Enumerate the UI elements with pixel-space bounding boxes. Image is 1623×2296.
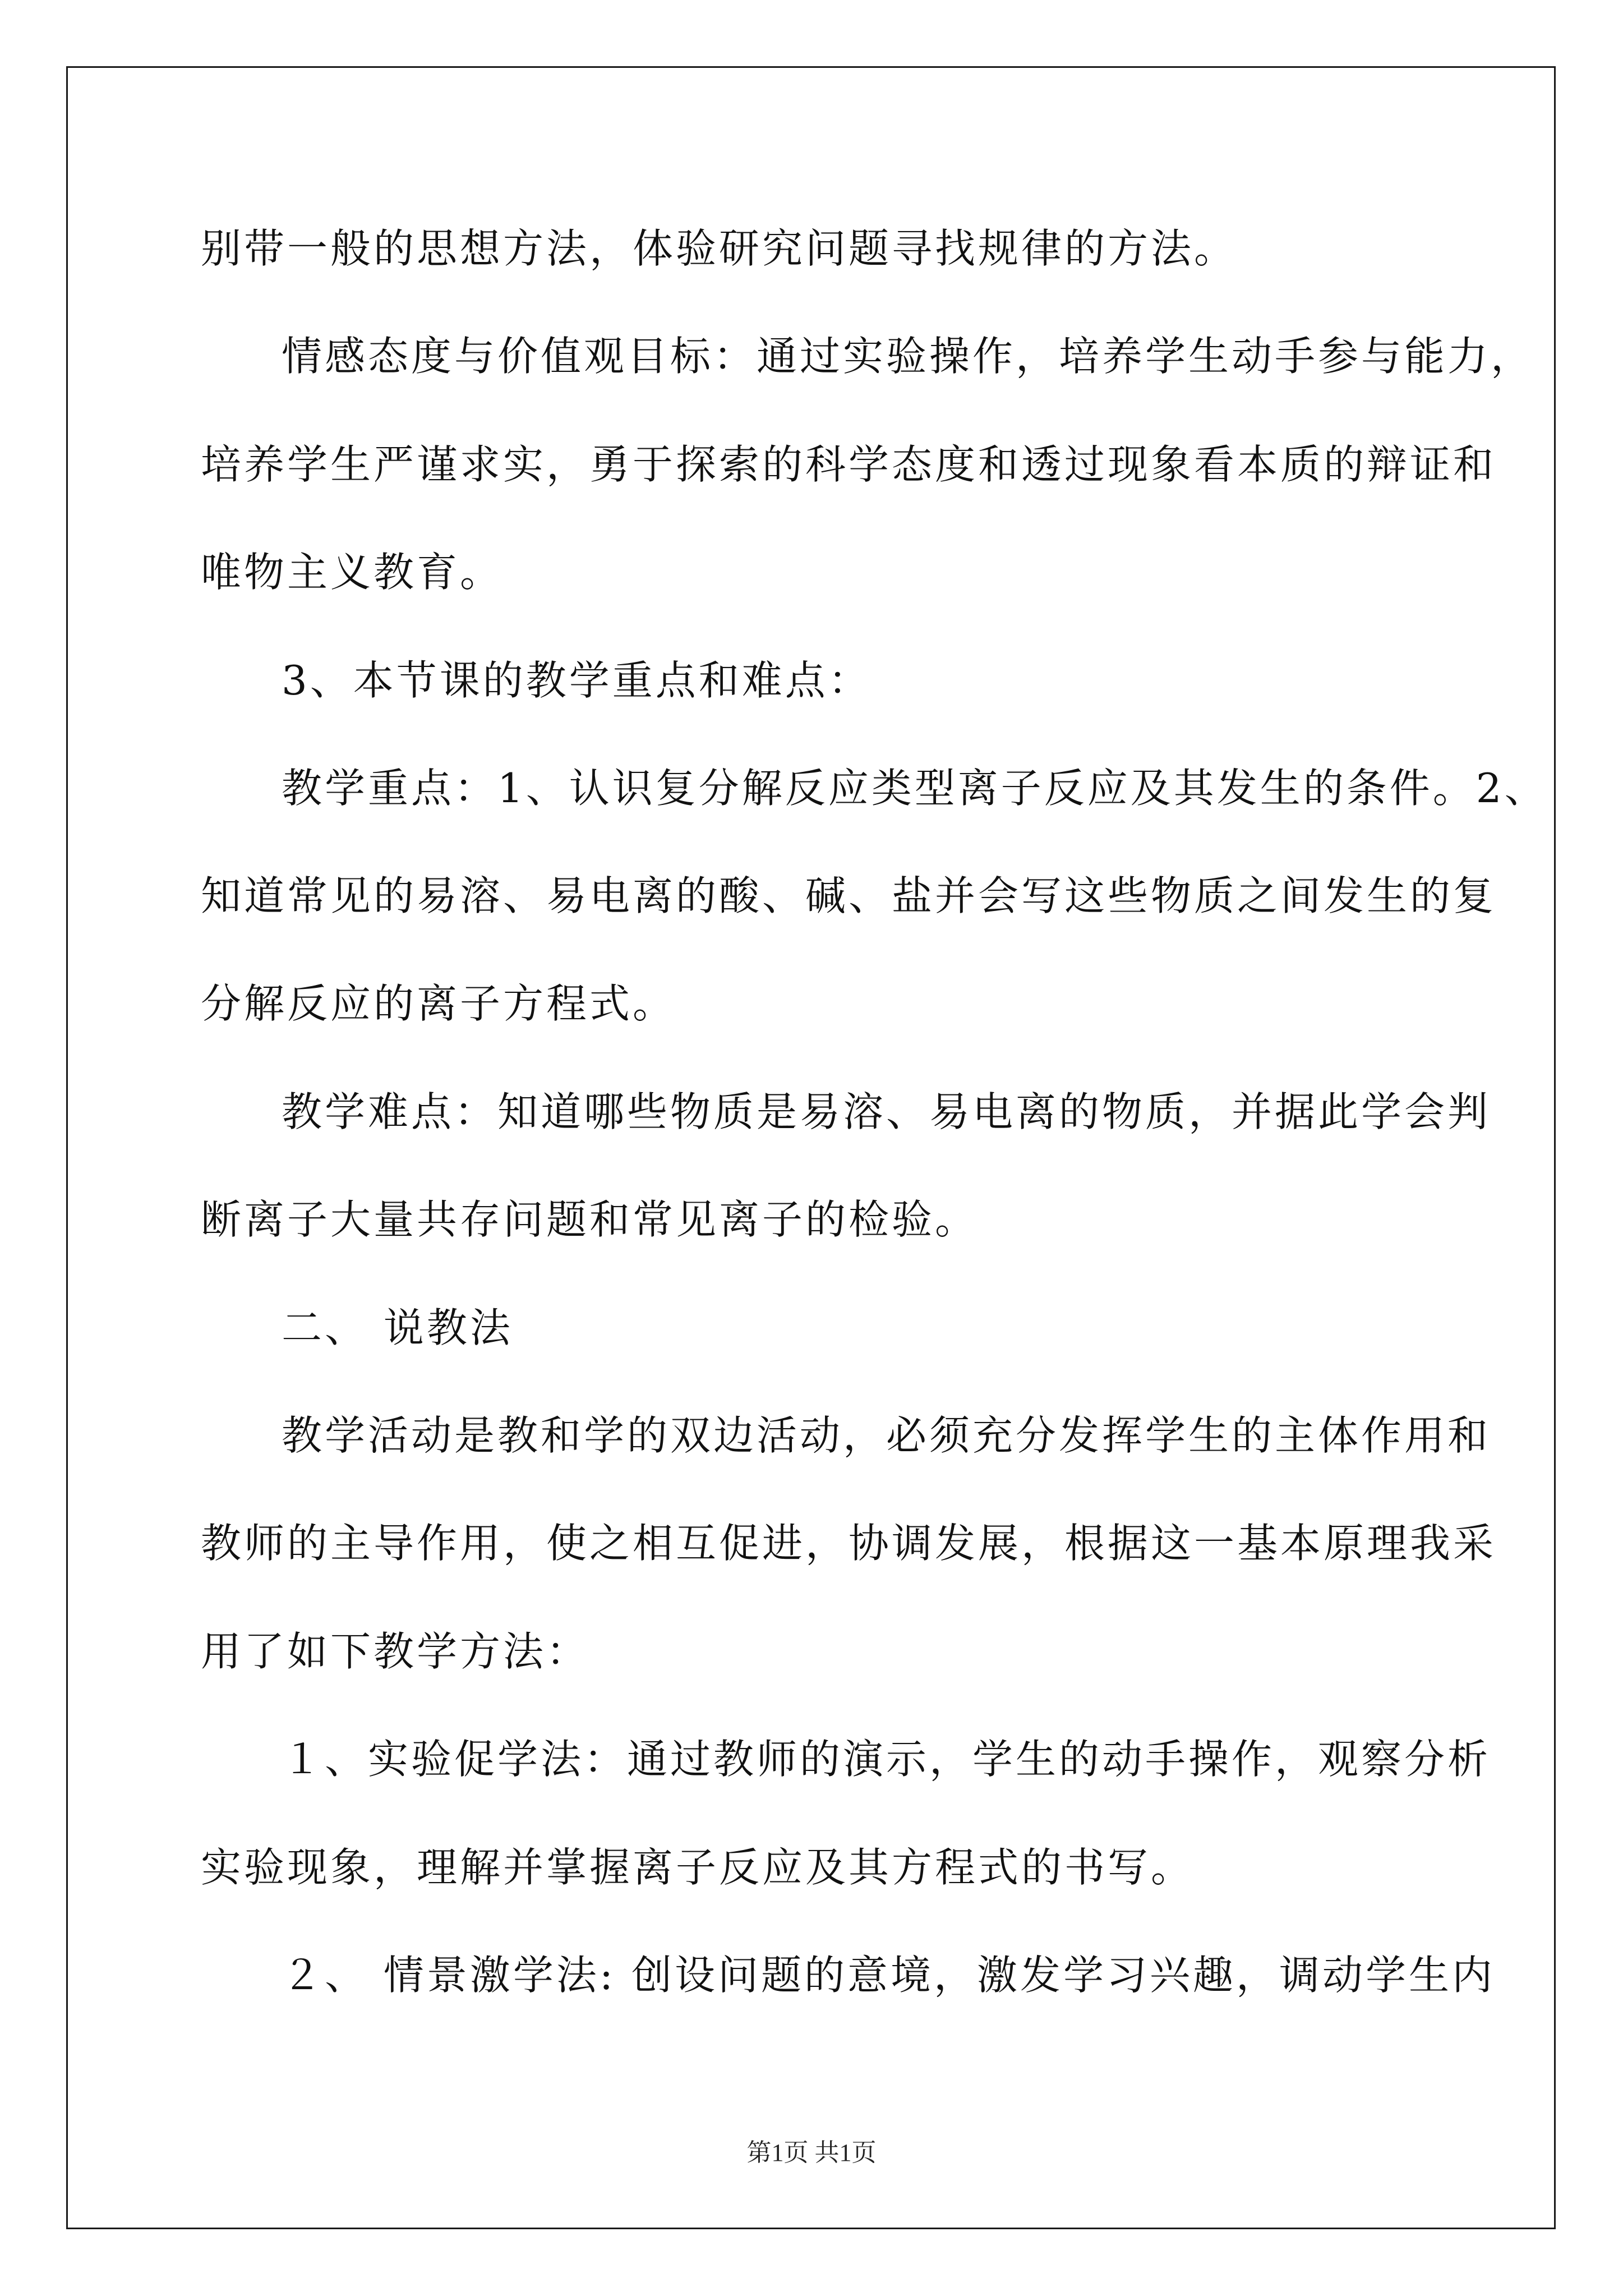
section-heading-teaching-method: 二、 说教法	[282, 1304, 513, 1351]
list-item-2: ２、 情景激学法: 创设问题的意境，激发学习兴趣，调动学生内	[282, 1952, 1496, 1999]
body-line-6: 教学重点：1、认识复分解反应类型离子反应及其发生的条件。2、	[282, 765, 1548, 812]
page-border	[66, 66, 1556, 2229]
body-line-7: 知道常见的易溶、易电离的酸、碱、盐并会写这些物质之间发生的复	[201, 872, 1497, 919]
body-line-9: 教学难点：知道哪些物质是易溶、易电离的物质，并据此学会判	[282, 1088, 1491, 1135]
body-line-2: 情感态度与价值观目标：通过实验操作，培养学生动手参与能力，	[282, 333, 1534, 380]
body-line-1: 别带一般的思想方法，体验研究问题寻找规律的方法。	[201, 225, 1238, 272]
body-line-16: 实验现象，理解并掌握离子反应及其方程式的书写。	[201, 1844, 1195, 1891]
list-item-1: １、实验促学法：通过教师的演示，学生的动手操作，观察分析	[282, 1736, 1491, 1783]
body-line-14: 用了如下教学方法：	[201, 1628, 590, 1675]
page-footer: 第1页 共1页	[746, 2139, 877, 2166]
body-line-10: 断离子大量共存问题和常见离子的检验。	[201, 1196, 979, 1243]
body-line-4: 唯物主义教育。	[201, 549, 504, 596]
body-line-13: 教师的主导作用，使之相互促进，协调发展，根据这一基本原理我采	[201, 1520, 1497, 1567]
body-line-3: 培养学生严谨求实，勇于探索的科学态度和透过现象看本质的辩证和	[201, 441, 1497, 488]
body-line-8: 分解反应的离子方程式。	[201, 980, 676, 1027]
section-heading-3: 3、本节课的教学重点和难点：	[282, 657, 872, 704]
body-line-12: 教学活动是教和学的双边活动，必须充分发挥学生的主体作用和	[282, 1412, 1491, 1459]
